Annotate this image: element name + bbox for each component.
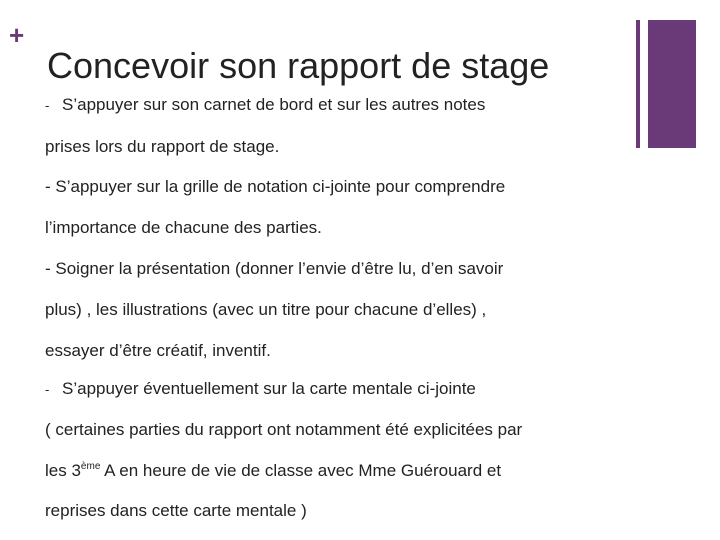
slide-title: Concevoir son rapport de stage	[47, 45, 550, 86]
body-line-text: S’appuyer éventuellement sur la carte mentale ci-jointe	[62, 379, 476, 398]
body-line-1	[45, 94, 485, 117]
body-line-11: reprises dans cette carte mentale )	[45, 501, 307, 520]
body-line-9: ( certaines parties du rapport ont notamment été explicitées par	[45, 420, 523, 439]
body-line-text: A en heure de vie de classe avec Mme Guérouard et	[100, 461, 502, 480]
body-line-text: S’appuyer sur son carnet de bord et sur les autres notes	[62, 95, 486, 114]
body-line-6: plus) , les illustrations (avec un titre pour chacune d’elles) ,	[45, 300, 487, 319]
bullet-dash: -	[45, 98, 50, 113]
body-line-5: - Soigner la présentation (donner l’envie d’être lu, d’en savoir	[45, 259, 504, 278]
bullet-dash: -	[45, 382, 50, 397]
body-line-text: les 3	[45, 461, 81, 480]
body-line-4: l’importance de chacune des parties.	[45, 218, 322, 237]
plus-icon: +	[9, 20, 25, 50]
accent-bar-thick	[648, 20, 696, 148]
accent-bar-thin	[636, 20, 640, 148]
body-line-8	[45, 378, 476, 401]
body-line-10	[45, 460, 501, 482]
body-line-3: - S’appuyer sur la grille de notation ci-jointe pour comprendre	[45, 177, 506, 196]
body-line-7: essayer d’être créatif, inventif.	[45, 341, 271, 360]
body-line-2: prises lors du rapport de stage.	[45, 137, 280, 156]
superscript-text: ème	[80, 461, 101, 472]
